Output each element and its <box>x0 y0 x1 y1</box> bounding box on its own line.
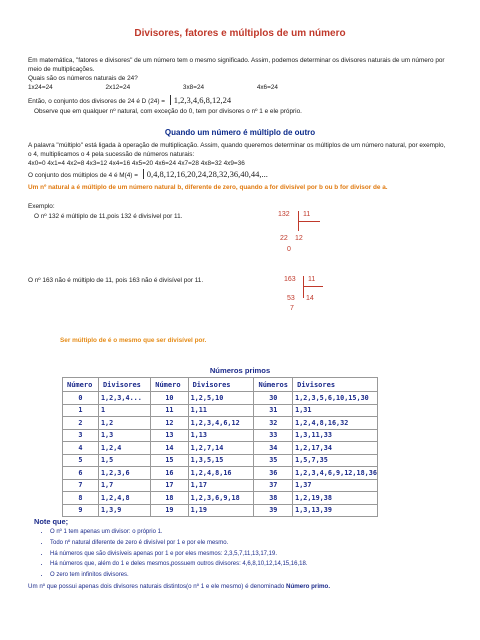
table-row <box>63 404 378 417</box>
final-bold: Número primo. <box>286 583 331 590</box>
list-item: • O zero tem infinitos divisores. <box>50 570 470 581</box>
dividend: 163 <box>284 276 296 283</box>
table-row <box>63 454 378 467</box>
multiple-rule: Um nº natural a é múltiplo de um número natural b, diferente de zero, quando a for divisível por b ou b for divisor de a. <box>28 184 388 191</box>
division-132 <box>278 211 338 261</box>
table-cell: 14 <box>151 442 188 455</box>
example-1: O nº 132 é múltiplo de 11,pois 132 é divisível por 11. <box>34 213 183 220</box>
divisor: 11 <box>303 211 311 218</box>
table-cell: 1,17 <box>188 479 254 492</box>
multiples-set: 0,4,8,12,16,20,24,28,32,36,40,44,... <box>143 169 268 179</box>
table-cell: 11 <box>151 404 188 417</box>
header-cell: Número <box>151 378 188 392</box>
table-cell: 1,2,4,8 <box>98 492 150 505</box>
table-cell: 39 <box>254 504 293 517</box>
list-item: • O nº 1 tem apenas um divisor: o próprio 1. <box>50 527 470 538</box>
table-cell: 38 <box>254 492 293 505</box>
list-item: • Há números que são divisíveis apenas por 1 e por eles mesmos: 2,3,5,7,11,13,17,19. <box>50 549 470 560</box>
table-cell: 1,13 <box>188 429 254 442</box>
table-cell: 1,3,11,33 <box>293 429 378 442</box>
product: 2x12=24 <box>105 84 131 91</box>
products-row <box>28 83 278 92</box>
notes-list <box>36 527 470 581</box>
rest: 7 <box>290 305 294 312</box>
table-cell: 1,2 <box>98 417 150 430</box>
multiples-text: O conjunto dos múltiplos de 4 é M(4) = <box>28 172 138 179</box>
table-cell: 1,3,5,15 <box>188 454 254 467</box>
table-cell: 1,2,3,5,6,10,15,30 <box>293 392 378 405</box>
table-cell: 1 <box>63 404 99 417</box>
multiples-products: 4x0=0 4x1=4 4x2=8 4x3=12 4x4=16 4x5=20 4x6=24 4x7=28 4x8=32 4x9=36 <box>28 160 245 167</box>
table-cell: 3 <box>63 429 99 442</box>
table-cell: 1,19 <box>188 504 254 517</box>
table-cell: 0 <box>63 392 99 405</box>
divisor: 11 <box>308 276 316 283</box>
table-cell: 1,11 <box>188 404 254 417</box>
product: 1x24=24 <box>28 84 53 91</box>
dividend: 132 <box>278 211 290 218</box>
example-2: O nº 163 não é múltiplo de 11, pois 163 não é divisível por 11. <box>28 277 204 284</box>
table-cell: 1 <box>98 404 150 417</box>
table-cell: 10 <box>151 392 188 405</box>
table-cell: 1,2,5,10 <box>188 392 254 405</box>
table-cell: 1,2,7,14 <box>188 442 254 455</box>
table-header-row <box>63 378 378 392</box>
primes-caption: Números primos <box>209 366 271 375</box>
header-cell: Divisores <box>293 378 378 392</box>
table-cell: 1,2,19,38 <box>293 492 378 505</box>
table-cell: 1,2,3,6 <box>98 467 150 480</box>
table-cell: 1,2,4,8,16,32 <box>293 417 378 430</box>
table-cell: 19 <box>151 504 188 517</box>
table-cell: 9 <box>63 504 99 517</box>
table-cell: 1,2,4 <box>98 442 150 455</box>
table-cell: 1,5,7,35 <box>293 454 378 467</box>
table-cell: 30 <box>254 392 293 405</box>
table-cell: 1,2,4,8,16 <box>188 467 254 480</box>
division-163 <box>284 276 344 326</box>
table-cell: 1,5 <box>98 454 150 467</box>
table-row <box>63 504 378 517</box>
table-row <box>63 429 378 442</box>
multiples-sentence <box>28 170 268 180</box>
primes-table <box>62 377 378 517</box>
intro-paragraph: Em matemática, "fatores e divisores" de um número tem o mesmo significado. Assim, podemos determinar os divisores naturais de um número por meio de multiplicações. <box>28 57 445 73</box>
table-cell: 33 <box>254 429 293 442</box>
table-row <box>63 442 378 455</box>
multiples-paragraph: A palavra "múltiplo" está ligada à operação de multiplicação. Assim, quando queremos determinar os múltiplos de um número natural, por exemplo, o 4, multiplicamos o 4 pela sucessão de números naturais: <box>28 142 446 158</box>
table-cell: 1,31 <box>293 404 378 417</box>
table-cell: 1,37 <box>293 479 378 492</box>
table-cell: 32 <box>254 417 293 430</box>
product: 3x8=24 <box>182 84 205 91</box>
observe-note: Observe que em qualquer nº natural, com exceção do 0, tem por divisores o nº 1 e ele próprio. <box>34 108 302 115</box>
header-cell: Divisores <box>188 378 254 392</box>
section-heading: Quando um número é múltiplo de outro <box>164 128 316 137</box>
table-cell: 18 <box>151 492 188 505</box>
table-cell: 1,3,13,39 <box>293 504 378 517</box>
divisors-sentence <box>28 96 231 106</box>
table-cell: 1,2,3,4... <box>98 392 150 405</box>
table-cell: 6 <box>63 467 99 480</box>
table-cell: 16 <box>151 467 188 480</box>
product: 4x6=24 <box>256 84 278 91</box>
quotient: 14 <box>306 295 314 302</box>
table-cell: 37 <box>254 479 293 492</box>
final-text: Um nº que possui apenas dois divisores naturais distintos(o nº 1 e ele mesmo) é denominado <box>28 583 285 590</box>
table-cell: 35 <box>254 454 293 467</box>
table-cell: 2 <box>63 417 99 430</box>
page-title: Divisores, fatores e múltiplos de um número <box>134 28 346 39</box>
table-cell: 17 <box>151 479 188 492</box>
division-bar <box>303 276 304 298</box>
notes-title: Note que; <box>34 517 69 526</box>
table-row <box>63 417 378 430</box>
divisors-text: Então, o conjunto dos divisores de 24 é D (24) = <box>28 98 165 105</box>
table-row <box>63 479 378 492</box>
rest: 0 <box>287 246 291 253</box>
equivalence-note: Ser múltiplo de é o mesmo que ser divisível por. <box>60 337 207 344</box>
division-line <box>303 286 323 287</box>
list-item: • Todo nº natural diferente de zero é divisível por 1 e por ele mesmo. <box>50 538 470 549</box>
header-cell: Divisores <box>98 378 150 392</box>
division-line <box>298 221 320 222</box>
divisors-set: 1,2,3,4,6,8,12,24 <box>170 95 231 105</box>
partial: 22 <box>280 235 288 242</box>
table-row <box>63 392 378 405</box>
table-cell: 34 <box>254 442 293 455</box>
table-cell: 4 <box>63 442 99 455</box>
header-cell: Números <box>254 378 293 392</box>
table-cell: 36 <box>254 467 293 480</box>
header-cell: Número <box>63 378 99 392</box>
partial: 53 <box>287 295 295 302</box>
table-cell: 31 <box>254 404 293 417</box>
final-statement <box>28 583 330 590</box>
table-cell: 1,3,9 <box>98 504 150 517</box>
list-item: • Há números que, além do 1 e deles mesmos,possuem outros divisores: 4,6,8,10,12,14,15,16,18. <box>50 559 470 570</box>
table-cell: 8 <box>63 492 99 505</box>
table-cell: 12 <box>151 417 188 430</box>
table-row <box>63 467 378 480</box>
table-cell: 1,7 <box>98 479 150 492</box>
table-cell: 1,2,3,6,9,18 <box>188 492 254 505</box>
table-cell: 1,2,3,4,6,12 <box>188 417 254 430</box>
table-cell: 1,2,3,4,6,9,12,18,36 <box>293 467 378 480</box>
table-cell: 1,3 <box>98 429 150 442</box>
intro-question: Quais são os números naturais de 24? <box>28 75 138 82</box>
table-cell: 15 <box>151 454 188 467</box>
example-label: Exemplo: <box>28 203 55 210</box>
quotient: 12 <box>295 235 303 242</box>
table-row <box>63 492 378 505</box>
table-cell: 7 <box>63 479 99 492</box>
table-cell: 5 <box>63 454 99 467</box>
table-cell: 13 <box>151 429 188 442</box>
table-cell: 1,2,17,34 <box>293 442 378 455</box>
